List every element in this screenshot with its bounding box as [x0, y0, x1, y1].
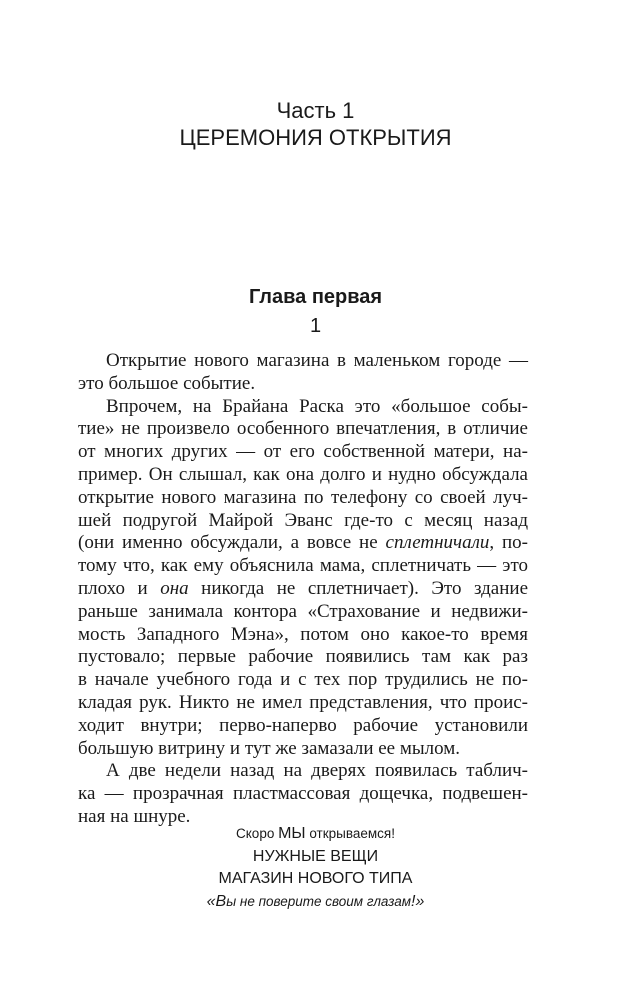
- text-line: открытие нового магазина по телефону со своей луч-: [78, 486, 528, 508]
- part-title: ЦЕРЕМОНИЯ ОТКРЫТИЯ: [179, 125, 452, 150]
- sign-text: «В: [206, 892, 227, 910]
- chapter-number: 1: [309, 315, 322, 337]
- text-line: это большое событие.: [78, 372, 256, 394]
- shop-sign: [0, 823, 631, 913]
- text-line: Открытие нового магазина в маленьком городе —: [106, 350, 528, 371]
- sign-text: ы не поверите своим глазам: [226, 893, 412, 909]
- text-run: плохо и: [78, 577, 161, 599]
- text-line: А две недели назад на дверях появилась таблич-: [106, 760, 528, 782]
- part-label: Часть 1: [276, 98, 355, 123]
- sign-text: Скоро: [236, 826, 279, 841]
- text-run: (они именно обсуждали, а вовсе не: [78, 532, 386, 554]
- text-run: никогда не сплетничает). Это здание: [188, 577, 529, 599]
- text-line: пример. Он слышал, как она долго и нудно обсуждала: [78, 463, 528, 485]
- sign-text: !»: [411, 892, 425, 910]
- text-line: от многих других — от его собственной матери, на-: [78, 441, 528, 463]
- text-line: Впрочем, на Брайана Раска это «большое собы-: [106, 395, 528, 417]
- sign-text: МЫ: [278, 825, 306, 842]
- text-line: [78, 532, 528, 555]
- sign-line: МАГАЗИН НОВОГО ТИПА: [218, 870, 413, 887]
- chapter-body: [78, 350, 528, 829]
- text-line: пустовало; первые рабочие появились там как раз: [78, 646, 528, 668]
- emphasis-text: она: [160, 577, 189, 599]
- text-line: ходит внутри; перво-наперво рабочие установили: [78, 714, 528, 736]
- text-line: кладая рук. Никто не имел представления, что проис-: [78, 691, 528, 713]
- text-run: , по-: [489, 532, 528, 554]
- chapter-heading: [0, 284, 631, 340]
- text-line: тие» не произвело особенного впечатления, в отличие: [78, 418, 528, 440]
- text-line: ка — прозрачная пластмассовая дощечка, подвешен-: [78, 783, 528, 805]
- emphasis-text: сплетничали: [385, 532, 490, 554]
- sign-line: НУЖНЫЕ ВЕЩИ: [252, 847, 379, 865]
- chapter-title: Глава первая: [248, 286, 383, 308]
- text-line: раньше занимала контора «Страхование и недвижи-: [78, 600, 528, 622]
- text-line: [78, 578, 528, 601]
- sign-slogan: [0, 891, 631, 914]
- text-line: большую витрину и тут же замазали ее мылом.: [78, 737, 461, 759]
- text-line: ная на шнуре.: [78, 805, 191, 827]
- sign-line: [0, 823, 631, 846]
- text-line: шей подругой Майрой Эванс где-то с месяц назад: [78, 509, 528, 531]
- text-line: тому что, как ему объяснила мама, сплетничать — это: [78, 555, 528, 577]
- part-heading: [0, 97, 631, 151]
- text-line: мость Западного Мэна», потом оно какое-то время: [78, 623, 528, 645]
- sign-text: открываемся!: [305, 826, 395, 841]
- text-line: в начале учебного года и с тех пор трудились не по-: [78, 669, 528, 691]
